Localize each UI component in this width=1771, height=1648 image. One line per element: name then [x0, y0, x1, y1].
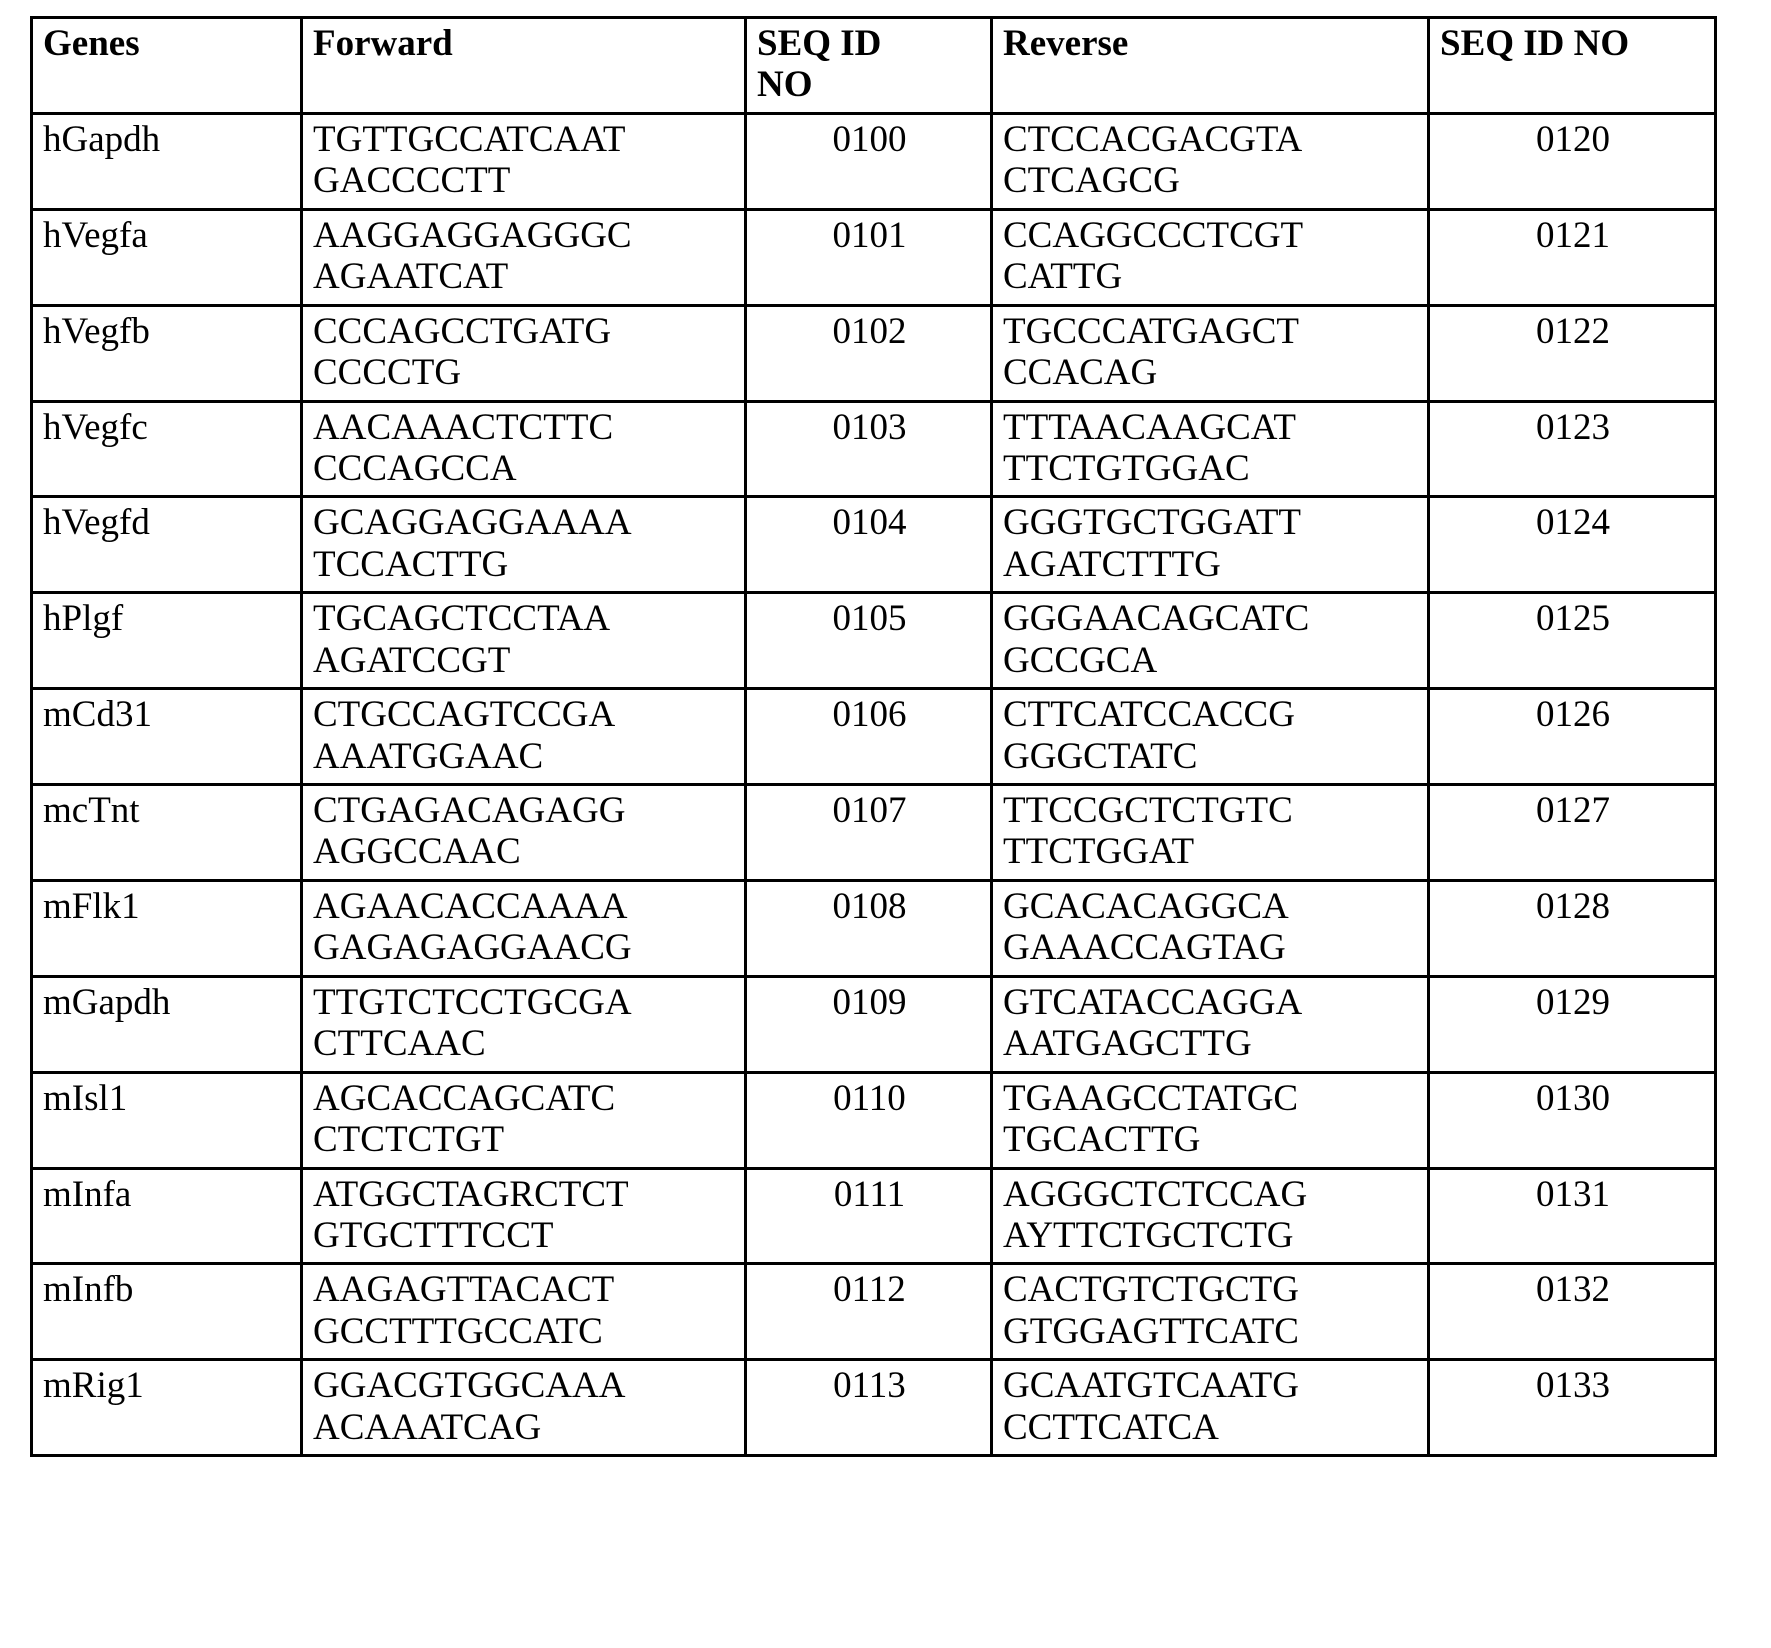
sequence-line: GGACGTGGCAAA [313, 1365, 626, 1407]
cell-forward-sequence [302, 1264, 746, 1360]
sequence-line: CTGCCAGTCCGA [313, 694, 616, 736]
sequence-line: GCACACAGGCA [1003, 885, 1289, 927]
cell-seq-id-reverse: 0121 [1429, 209, 1716, 305]
sequence-line: GCAGGAGGAAAA [313, 502, 632, 544]
sequence-line: AGGCCAAC [313, 831, 521, 873]
cell-seq-id-reverse: 0124 [1429, 497, 1716, 593]
gene-name: mFlk1 [43, 885, 140, 927]
sequence-line: CTTCATCCACCG [1003, 694, 1295, 736]
cell-seq-id-forward: 0103 [746, 401, 992, 497]
sequence-line: GCCTTTGCCATC [313, 1310, 603, 1352]
cell-forward-sequence [302, 1360, 746, 1456]
sequence-line: TGAAGCCTATGC [1003, 1077, 1299, 1119]
gene-name: mRig1 [43, 1365, 144, 1407]
table-header-row [32, 18, 1716, 114]
cell-reverse-sequence [992, 497, 1429, 593]
cell-seq-id-reverse: 0133 [1429, 1360, 1716, 1456]
sequence-line: CTCTCTGT [313, 1119, 505, 1161]
table-row [32, 305, 1716, 401]
cell-reverse-sequence [992, 113, 1429, 209]
sequence-line: CCCAGCCA [313, 447, 517, 489]
cell-forward-sequence [302, 689, 746, 785]
sequence-line: GGGAACAGCATC [1003, 598, 1310, 640]
cell-gene [32, 976, 302, 1072]
gene-name: hGapdh [43, 118, 161, 160]
sequence-line: AAGGAGGAGGGC [313, 214, 632, 256]
table-header [32, 18, 1716, 114]
cell-gene [32, 593, 302, 689]
table-row [32, 1168, 1716, 1264]
table-row [32, 401, 1716, 497]
cell-seq-id-reverse: 0123 [1429, 401, 1716, 497]
cell-reverse-sequence [992, 1264, 1429, 1360]
sequence-line: AGATCTTTG [1003, 543, 1221, 585]
cell-seq-id-reverse: 0131 [1429, 1168, 1716, 1264]
primer-sequence-table [30, 16, 1717, 1457]
cell-reverse-sequence [992, 1360, 1429, 1456]
sequence-line: AGAATCAT [313, 256, 509, 298]
sequence-line: GTGCTTTCCT [313, 1214, 554, 1256]
column-header-seq-id-line2: NO [757, 64, 813, 106]
sequence-line: TTGTCTCCTGCGA [313, 981, 632, 1023]
sequence-line: GACCCCTT [313, 160, 511, 202]
gene-name: mInfa [43, 1173, 132, 1215]
cell-seq-id-reverse: 0126 [1429, 689, 1716, 785]
gene-name: mInfb [43, 1269, 134, 1311]
gene-name: hVegfa [43, 214, 148, 256]
sequence-line: AAGAGTTACACT [313, 1269, 615, 1311]
column-header-genes: Genes [32, 18, 302, 114]
sequence-line: AAATGGAAC [313, 735, 544, 777]
cell-forward-sequence [302, 785, 746, 881]
sequence-line: TGCAGCTCCTAA [313, 598, 611, 640]
cell-reverse-sequence [992, 305, 1429, 401]
column-header-seq-id-no-forward [746, 18, 992, 114]
cell-forward-sequence [302, 209, 746, 305]
cell-forward-sequence [302, 593, 746, 689]
sequence-line: CTGAGACAGAGG [313, 790, 626, 831]
cell-seq-id-reverse: 0130 [1429, 1072, 1716, 1168]
sequence-line: GTGGAGTTCATC [1003, 1310, 1299, 1352]
sequence-line: TTCTGTGGAC [1003, 447, 1250, 489]
cell-reverse-sequence [992, 209, 1429, 305]
sequence-line: CTCAGCG [1003, 160, 1180, 202]
cell-forward-sequence [302, 401, 746, 497]
sequence-line: TGCCCATGAGCT [1003, 310, 1300, 352]
column-header-reverse: Reverse [992, 18, 1429, 114]
cell-gene [32, 1360, 302, 1456]
cell-reverse-sequence [992, 593, 1429, 689]
cell-forward-sequence [302, 976, 746, 1072]
sequence-line: CCTTCATCA [1003, 1406, 1219, 1448]
cell-seq-id-forward: 0102 [746, 305, 992, 401]
sequence-line: ATGGCTAGRCTCT [313, 1173, 629, 1215]
gene-name: hPlgf [43, 598, 124, 640]
cell-gene [32, 401, 302, 497]
sequence-line: TGCACTTG [1003, 1119, 1201, 1161]
sequence-line: ACAAATCAG [313, 1406, 542, 1448]
sequence-line: GGGTGCTGGATT [1003, 502, 1302, 544]
table-row [32, 209, 1716, 305]
sequence-line: GCAATGTCAATG [1003, 1365, 1299, 1407]
cell-forward-sequence [302, 113, 746, 209]
table-row [32, 976, 1716, 1072]
cell-reverse-sequence [992, 880, 1429, 976]
gene-name: mGapdh [43, 981, 171, 1023]
table-row [32, 1264, 1716, 1360]
cell-seq-id-forward: 0104 [746, 497, 992, 593]
sequence-line: TGTTGCCATCAAT [313, 118, 626, 160]
gene-name: hVegfb [43, 310, 150, 352]
cell-gene [32, 785, 302, 881]
sequence-line: AGCACCAGCATC [313, 1077, 616, 1119]
gene-name: hVegfd [43, 502, 150, 544]
gene-name: hVegfc [43, 406, 148, 448]
cell-reverse-sequence [992, 1168, 1429, 1264]
cell-seq-id-forward: 0101 [746, 209, 992, 305]
sequence-line: CCAGGCCCTCGT [1003, 214, 1304, 256]
sequence-line: GAAACCAGTAG [1003, 927, 1286, 969]
gene-name: mIsl1 [43, 1077, 128, 1119]
cell-forward-sequence [302, 1168, 746, 1264]
sequence-line: AGGGCTCTCCAG [1003, 1173, 1308, 1215]
cell-reverse-sequence [992, 976, 1429, 1072]
column-header-seq-id-no-reverse: SEQ ID NO [1429, 18, 1716, 114]
sequence-line: TTCCGCTCTGTC [1003, 790, 1293, 831]
cell-gene [32, 1168, 302, 1264]
cell-seq-id-forward: 0100 [746, 113, 992, 209]
sequence-line: GCCGCA [1003, 639, 1158, 681]
cell-gene [32, 497, 302, 593]
cell-seq-id-forward: 0108 [746, 880, 992, 976]
sequence-line: AGAACACCAAAA [313, 885, 628, 927]
cell-gene [32, 1072, 302, 1168]
sequence-line: CTCCACGACGTA [1003, 118, 1303, 160]
table-row [32, 1360, 1716, 1456]
sequence-line: GGGCTATC [1003, 735, 1198, 777]
cell-gene [32, 880, 302, 976]
sequence-line: GTCATACCAGGA [1003, 981, 1303, 1023]
table-row [32, 113, 1716, 209]
sequence-line: AYTTCTGCTCTG [1003, 1214, 1294, 1256]
table-row [32, 1072, 1716, 1168]
table-row [32, 880, 1716, 976]
cell-seq-id-forward: 0110 [746, 1072, 992, 1168]
cell-gene [32, 1264, 302, 1360]
cell-seq-id-reverse: 0129 [1429, 976, 1716, 1072]
cell-forward-sequence [302, 497, 746, 593]
sequence-line: CACTGTCTGCTG [1003, 1269, 1299, 1311]
cell-seq-id-reverse: 0120 [1429, 113, 1716, 209]
cell-reverse-sequence [992, 689, 1429, 785]
cell-seq-id-reverse: 0125 [1429, 593, 1716, 689]
cell-reverse-sequence [992, 401, 1429, 497]
cell-seq-id-forward: 0113 [746, 1360, 992, 1456]
cell-seq-id-reverse: 0127 [1429, 785, 1716, 881]
cell-seq-id-reverse: 0132 [1429, 1264, 1716, 1360]
cell-gene [32, 113, 302, 209]
cell-reverse-sequence [992, 1072, 1429, 1168]
sequence-line: CTTCAAC [313, 1023, 486, 1065]
sequence-line: AACAAACTCTTC [313, 406, 614, 448]
column-header-seq-id-line1: SEQ ID [757, 23, 882, 64]
cell-seq-id-forward: 0109 [746, 976, 992, 1072]
cell-gene [32, 305, 302, 401]
cell-seq-id-forward: 0107 [746, 785, 992, 881]
sequence-line: AATGAGCTTG [1003, 1023, 1252, 1065]
cell-forward-sequence [302, 1072, 746, 1168]
cell-seq-id-forward: 0106 [746, 689, 992, 785]
table-row [32, 593, 1716, 689]
cell-seq-id-forward: 0111 [746, 1168, 992, 1264]
column-header-forward: Forward [302, 18, 746, 114]
table-row [32, 689, 1716, 785]
table-body [32, 113, 1716, 1455]
sequence-line: CATTG [1003, 256, 1123, 298]
sequence-line: CCCCTG [313, 352, 462, 394]
gene-name: mCd31 [43, 694, 152, 736]
sequence-line: TCCACTTG [313, 543, 509, 585]
cell-seq-id-reverse: 0122 [1429, 305, 1716, 401]
cell-seq-id-forward: 0112 [746, 1264, 992, 1360]
sequence-line: CCACAG [1003, 352, 1158, 394]
gene-name: mcTnt [43, 790, 140, 831]
cell-forward-sequence [302, 305, 746, 401]
sequence-line: GAGAGAGGAACG [313, 927, 632, 969]
cell-reverse-sequence [992, 785, 1429, 881]
cell-seq-id-reverse: 0128 [1429, 880, 1716, 976]
sequence-line: AGATCCGT [313, 639, 511, 681]
cell-forward-sequence [302, 880, 746, 976]
sequence-line: CCCAGCCTGATG [313, 310, 612, 352]
sequence-line: TTTAACAAGCAT [1003, 406, 1297, 448]
cell-gene [32, 209, 302, 305]
sequence-line: TTCTGGAT [1003, 831, 1195, 873]
cell-gene [32, 689, 302, 785]
table-row [32, 785, 1716, 881]
cell-seq-id-forward: 0105 [746, 593, 992, 689]
table-row [32, 497, 1716, 593]
